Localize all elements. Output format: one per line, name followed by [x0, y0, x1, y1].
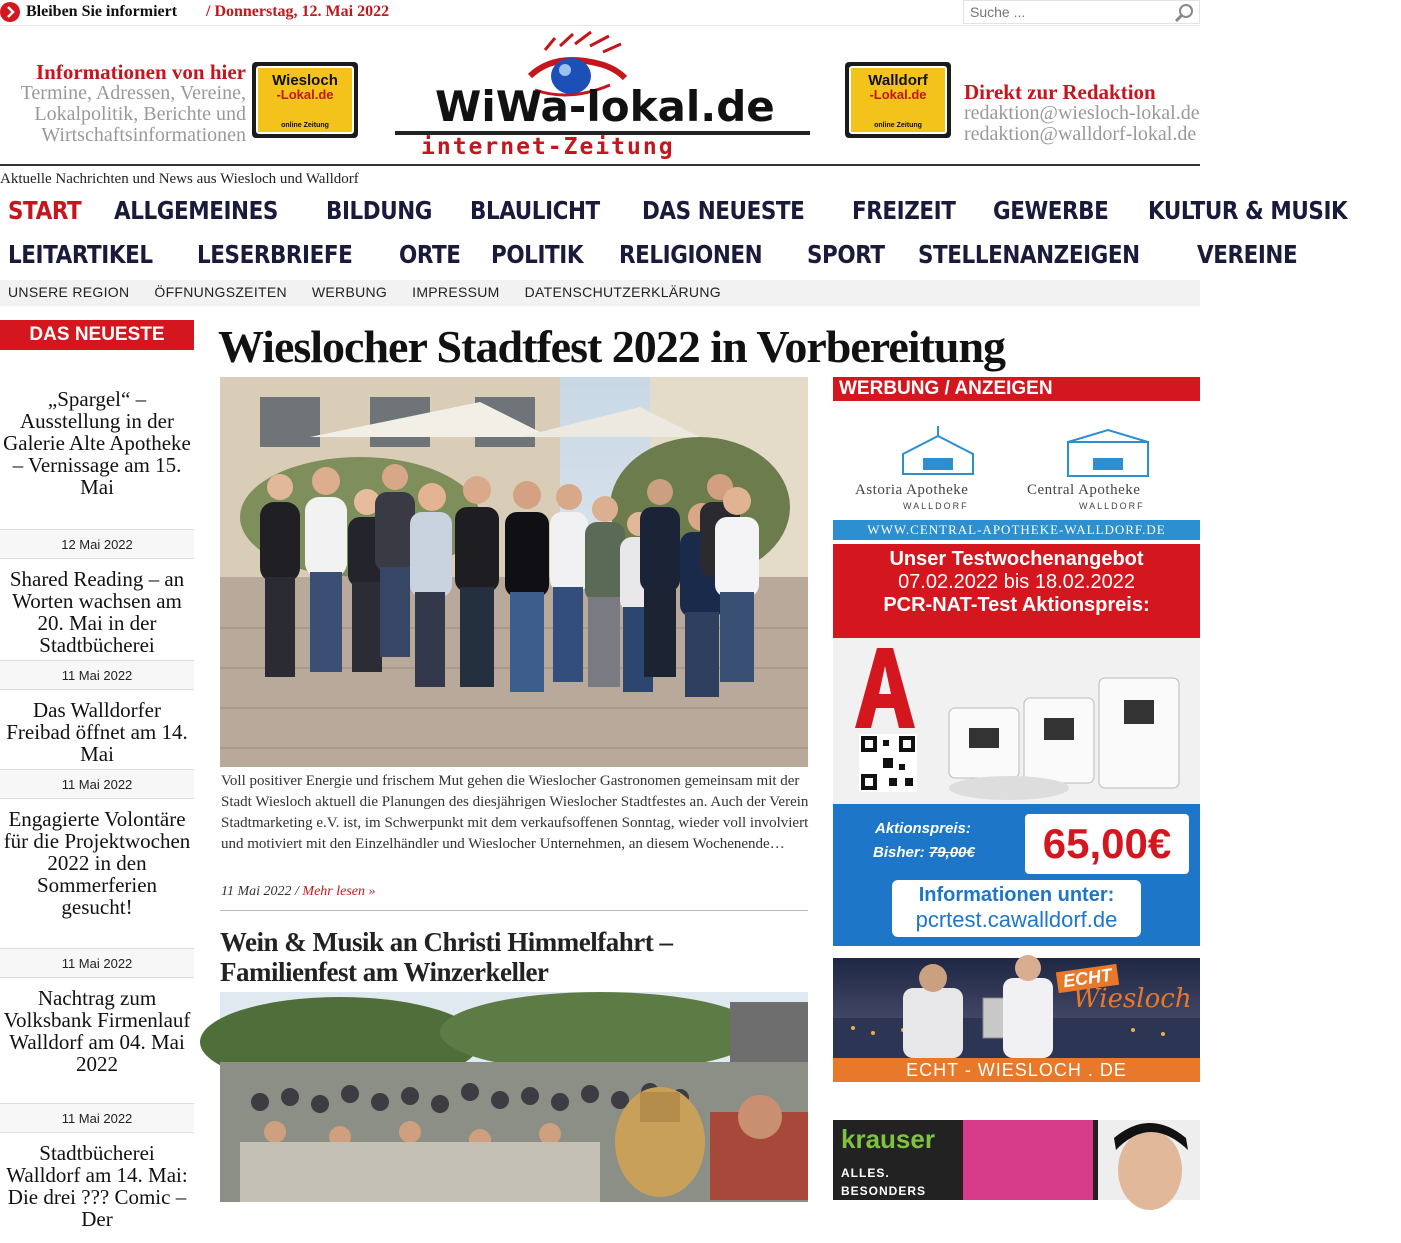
- krauser-pink-panel: [963, 1120, 1093, 1200]
- sign-name: Walldorf: [868, 72, 928, 89]
- article-image-winzerkeller[interactable]: [220, 992, 808, 1200]
- walldorf-lokal-sign[interactable]: [845, 62, 951, 138]
- sidebar-post-date: 11 Mai 2022: [0, 949, 194, 978]
- page-title[interactable]: Wieslocher Stadtfest 2022 in Vorbereitung: [218, 321, 1006, 372]
- sidebar-heading: DAS NEUESTE: [0, 320, 194, 350]
- sidebar-post-title[interactable]: „Spargel“ – Ausstellung in der Galerie Alte Apotheke – Vernissage am 15. Mai: [0, 350, 194, 530]
- pharmacy-name: Central Apotheke: [1027, 482, 1141, 498]
- pharmacy-logos: [833, 406, 1200, 520]
- info-label: Informationen unter:: [918, 884, 1115, 906]
- info-right-heading: Direkt zur Redaktion: [964, 80, 1156, 104]
- krauser-ad[interactable]: [833, 1120, 1200, 1200]
- editor-email-link[interactable]: redaktion@walldorf-lokal.de: [964, 123, 1197, 145]
- echt-badge: ECHT: [1056, 964, 1119, 993]
- price-label: Aktionspreis:: [875, 820, 971, 837]
- old-price: 79,00€: [928, 844, 975, 861]
- list-item: [0, 690, 194, 799]
- info-box: [833, 880, 1200, 937]
- top-bar: [0, 0, 1200, 26]
- echt-wiesloch-ad[interactable]: [833, 958, 1200, 1082]
- info-block-left: [0, 62, 246, 146]
- pharmacy-url: WWW.CENTRAL-APOTHEKE-WALLDORF.DE: [833, 520, 1200, 540]
- sidebar-post-title[interactable]: Das Walldorfer Freibad öffnet am 14. Mai: [0, 690, 194, 770]
- group-photo-illustration: [220, 377, 808, 767]
- sign-name: Wiesloch: [272, 72, 338, 89]
- info-left-line: Termine, Adressen, Vereine,: [20, 82, 246, 104]
- arrow-right-icon: [0, 2, 20, 22]
- ads-heading: WERBUNG / ANZEIGEN: [833, 377, 1200, 401]
- logo-subtitle: internet-Zeitung: [421, 134, 675, 160]
- pharmacy-town: WALLDORF: [903, 501, 969, 511]
- list-item: [0, 559, 194, 690]
- qr-code-icon[interactable]: [859, 734, 917, 792]
- current-date: / Donnerstag, 12. Mai 2022: [206, 3, 390, 20]
- info-left-heading: Informationen von hier: [36, 60, 246, 84]
- nav-row: [8, 196, 1401, 225]
- list-item: [0, 799, 194, 978]
- subnav-impressum[interactable]: IMPRESSUM: [412, 284, 500, 300]
- sidebar-post-title[interactable]: Engagierte Volontäre für die Projektwochen 2022 in den Sommerferien gesucht!: [0, 799, 194, 949]
- krauser-line: ALLES.: [841, 1166, 890, 1180]
- pharmacy-name: Astoria Apotheke: [855, 482, 969, 498]
- sidebar-post-title[interactable]: Nachtrag zum Volksbank Firmenlauf Walldorf am 04. Mai 2022: [0, 978, 194, 1104]
- site-logo[interactable]: [395, 30, 810, 162]
- sidebar-post-title[interactable]: Stadtbücherei Walldorf am 14. Mai: Die drei ??? Comic – Der: [6, 1141, 188, 1231]
- info-block-right: [964, 82, 1200, 145]
- subnav-werbung[interactable]: WERBUNG: [311, 284, 388, 300]
- krauser-line: BESONDERS: [841, 1184, 927, 1198]
- pharmacy-ad[interactable]: [833, 406, 1200, 946]
- sign-sub: -Lokal.de: [869, 87, 927, 102]
- offer-banner: [833, 544, 1200, 638]
- astoria-building-icon: [893, 424, 983, 478]
- nav-item-das-neueste[interactable]: DAS NEUESTE: [641, 196, 805, 225]
- nav-item-sport[interactable]: SPORT: [806, 240, 885, 269]
- sidebar-post-date: 11 Mai 2022: [0, 1104, 194, 1133]
- wiesloch-lokal-sign[interactable]: [252, 62, 358, 138]
- offer-dates: 07.02.2022 bis 18.02.2022: [898, 571, 1135, 593]
- test-machines-illustration: [939, 638, 1200, 804]
- offer-title: Unser Testwochenangebot: [889, 548, 1144, 570]
- pharmacy-town: WALLDORF: [1079, 501, 1145, 511]
- article-image-stadtfest[interactable]: [220, 377, 808, 767]
- old-label: Bisher:: [873, 844, 925, 861]
- secondary-navigation: [0, 280, 1200, 306]
- site-header: [0, 26, 1200, 166]
- nav-item-blaulicht[interactable]: BLAULICHT: [470, 196, 600, 225]
- nav-item-orte[interactable]: ORTE: [398, 240, 461, 269]
- editor-email-link[interactable]: redaktion@wiesloch-lokal.de: [964, 102, 1200, 124]
- sidebar-post-date: 12 Mai 2022: [0, 530, 194, 559]
- nav-row: [8, 240, 1335, 269]
- search-icon[interactable]: [1174, 3, 1194, 23]
- nav-item-leitartikel[interactable]: LEITARTIKEL: [8, 240, 153, 269]
- site-tagline: Aktuelle Nachrichten und News aus Wiesloch und Walldorf: [0, 171, 359, 187]
- info-box-inner: [892, 880, 1142, 937]
- nav-item-religionen[interactable]: RELIGIONEN: [619, 240, 763, 269]
- sign-sub: -Lokal.de: [276, 87, 334, 102]
- subnav-oeffnungszeiten[interactable]: ÖFFNUNGSZEITEN: [154, 284, 287, 300]
- subnav-unsere-region[interactable]: UNSERE REGION: [8, 284, 130, 300]
- search-input[interactable]: [963, 0, 1200, 24]
- price-value: 65,00€: [1025, 814, 1189, 874]
- list-item: [0, 1133, 194, 1243]
- nav-item-allgemeines[interactable]: ALLGEMEINES: [114, 196, 279, 225]
- article-divider: [220, 910, 808, 911]
- info-left-line: Wirtschaftsinformationen: [41, 124, 246, 146]
- logo-title: WiWa-lokal.de: [435, 82, 775, 131]
- festival-photo-illustration: [220, 992, 808, 1200]
- list-item: [0, 978, 194, 1133]
- info-url-link[interactable]: pcrtest.cawalldorf.de: [915, 907, 1118, 932]
- info-left-line: Lokalpolitik, Berichte und: [34, 103, 246, 125]
- stay-informed-label: Bleiben Sie informiert: [26, 3, 178, 20]
- price-panel: [833, 804, 1200, 946]
- article-title[interactable]: Wein & Musik an Christi Himmelfahrt – Familienfest am Winzerkeller: [220, 927, 673, 987]
- article-date: 11 Mai 2022: [221, 884, 292, 899]
- echt-ad-image: [833, 958, 1200, 1058]
- read-more-link[interactable]: Mehr lesen »: [302, 884, 376, 899]
- test-device-image: [833, 638, 1200, 804]
- krauser-logo: krauser: [841, 1124, 935, 1154]
- central-building-icon: [1063, 428, 1153, 478]
- sidebar-post-date: 11 Mai 2022: [0, 661, 194, 690]
- echt-script: Wiesloch: [1073, 984, 1192, 1014]
- nav-item-gewerbe[interactable]: GEWERBE: [993, 196, 1109, 225]
- latest-sidebar: [0, 320, 194, 1231]
- nav-item-leserbriefe[interactable]: LESERBRIEFE: [197, 240, 353, 269]
- subnav-datenschutz[interactable]: DATENSCHUTZERKLÄRUNG: [524, 284, 721, 300]
- nav-item-start[interactable]: START: [8, 196, 82, 225]
- nav-item-freizeit[interactable]: FREIZEIT: [851, 196, 956, 225]
- sidebar-post-title[interactable]: Shared Reading – an Worten wachsen am 20. Mai in der Stadtbücherei: [0, 559, 194, 661]
- nav-item-vereine[interactable]: VEREINE: [1197, 240, 1298, 269]
- nav-item-stellenanzeigen[interactable]: STELLENANZEIGEN: [918, 240, 1140, 269]
- offer-test: PCR-NAT-Test Aktionspreis:: [883, 594, 1150, 616]
- old-price-label: [873, 844, 975, 861]
- nav-item-kultur-musik[interactable]: KULTUR & MUSIK: [1148, 196, 1348, 225]
- echt-footer-link[interactable]: ECHT - WIESLOCH . DE: [833, 1058, 1200, 1082]
- pharmacy-a-icon: [847, 644, 923, 730]
- nav-item-bildung[interactable]: BILDUNG: [325, 196, 432, 225]
- sidebar-post-date: 11 Mai 2022: [0, 770, 194, 799]
- article-meta: 11 Mai 2022 / Mehr lesen »: [221, 884, 376, 899]
- sign-small: online Zeitung: [874, 122, 922, 129]
- list-item: [0, 350, 194, 559]
- article-excerpt: Voll positiver Energie und frischem Mut gehen die Wieslocher Gastronomen gemeinsam mit der Stadt Wiesloch aktuell die Planungen des diesjährigen Wieslocher Stadtfestes an. Auch der Verein Stadtmarketing e.V. ist, im Schwerpunkt mit dem verkaufsoffenen Sonntag, wieder voll involviert und motiviert mit den Einzelhändler und Wieslocher Unternehmen, an diesem Wochenende…: [221, 773, 809, 852]
- nav-item-politik[interactable]: POLITIK: [491, 240, 584, 269]
- krauser-model-photo: [1098, 1120, 1200, 1200]
- sign-small: online Zeitung: [281, 122, 329, 129]
